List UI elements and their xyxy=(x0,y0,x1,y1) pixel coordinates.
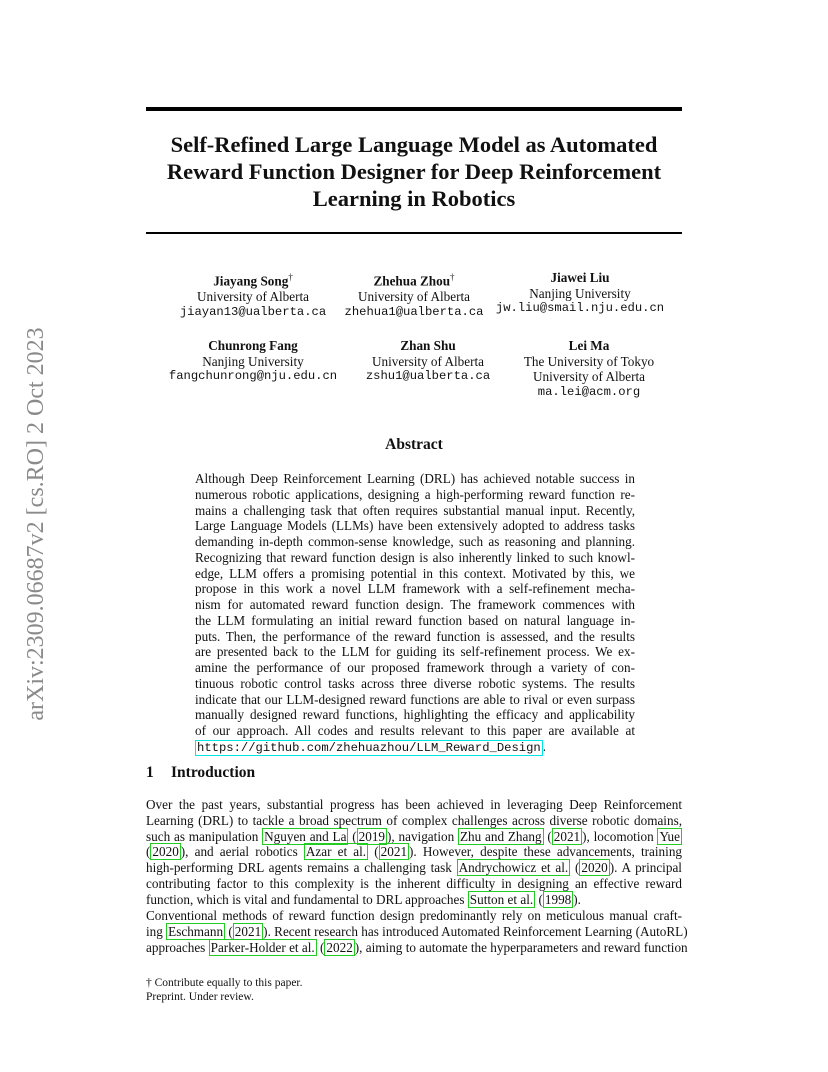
text-run: ). A principal xyxy=(609,860,682,875)
text-run: ( xyxy=(543,828,552,844)
citation-link[interactable]: 2022 xyxy=(326,939,353,955)
author-name: Jiawei Liu xyxy=(550,270,610,285)
abstract-line: indicate that our LLM-designed reward functions are able to rival or even surpass xyxy=(195,691,635,707)
section-number: 1 xyxy=(146,764,154,781)
author-affiliation-secondary: University of Alberta xyxy=(532,369,646,385)
text-run: ( xyxy=(316,939,325,955)
author-name: Zhehua Zhou xyxy=(373,273,451,289)
text-run: such as manipulation xyxy=(146,828,263,844)
paragraph-line xyxy=(146,813,682,829)
text-run: ), locomotion xyxy=(582,828,658,844)
abstract-line: edge, LLM offers a promising potential in this context. Motivated by this, we xyxy=(195,565,635,581)
citation-link[interactable]: Nguyen and La xyxy=(264,828,347,844)
title-line: Reward Function Designer for Deep Reinforcement xyxy=(166,159,662,184)
abstract-body xyxy=(195,471,635,755)
text-run: ( xyxy=(225,923,233,939)
abstract-line: amine the performance of our proposed framework through a variety of con- xyxy=(195,660,635,675)
arxiv-stamp: arXiv:2309.06687v2 [cs.RO] 2 Oct 2023 xyxy=(23,327,49,721)
author-block xyxy=(510,338,668,400)
code-repo-link[interactable]: https://github.com/zhehuazhou/LLM_Reward_Design xyxy=(197,740,541,755)
author-email[interactable]: jw.liu@smail.nju.edu.cn xyxy=(495,301,665,316)
abstract-line: demanding in-depth common-sense knowledge, such as reasoning and planning. xyxy=(195,534,635,549)
citation-link[interactable]: Yue xyxy=(659,828,680,844)
abstract-line: the LLM formulating an initial reward function based on natural language in- xyxy=(195,612,635,628)
author-block xyxy=(481,270,679,317)
author-block xyxy=(351,338,505,385)
title-line: Self-Refined Large Language Model as Automated xyxy=(170,132,658,157)
citation-link[interactable]: 2021 xyxy=(234,923,262,939)
text-run: ( xyxy=(570,860,580,875)
section-title: Introduction xyxy=(171,764,256,781)
abstract-line: Although Deep Reinforcement Learning (DRL) has achieved notable success in xyxy=(195,471,635,486)
title-line: Learning in Robotics xyxy=(312,186,516,211)
author-email[interactable]: zhehua1@ualberta.ca xyxy=(344,304,484,319)
text-run: approaches xyxy=(146,939,209,955)
citation-link[interactable]: 2020 xyxy=(152,844,179,860)
abstract-line: are presented back to the LLM for guiding its self-refinement process. We ex- xyxy=(195,644,635,660)
author-email[interactable]: fangchunrong@nju.edu.cn xyxy=(168,369,338,384)
footnote xyxy=(146,976,303,1004)
text-run: ), and aerial robotics xyxy=(180,844,304,860)
citation-link[interactable]: 1998 xyxy=(544,891,572,907)
citation-link[interactable]: 2020 xyxy=(581,860,608,875)
text-run: high-performing DRL agents remains a challenging task xyxy=(146,860,457,875)
text-run: function, which is vital and fundamental to DRL approaches xyxy=(146,891,468,907)
author-affiliation: Nanjing University xyxy=(529,285,631,301)
text-run: Over the past years, substantial progress has been achieved in leveraging Deep Reinforcement xyxy=(146,797,682,812)
author-block xyxy=(164,270,342,320)
author-name: Lei Ma xyxy=(568,338,610,353)
author-name: Chunrong Fang xyxy=(208,338,298,353)
paragraph-line xyxy=(146,923,688,940)
text-run: Conventional methods of reward function design predominantly rely on meticulous manual craft- xyxy=(146,908,682,923)
link-suffix: . xyxy=(542,738,547,754)
text-run: ( xyxy=(535,891,543,907)
citation-link[interactable]: Eschmann xyxy=(168,923,224,939)
author-email[interactable]: jiayan13@ualberta.ca xyxy=(179,304,327,319)
paragraph-line xyxy=(146,844,682,860)
paragraph-line xyxy=(146,892,682,908)
citation-link[interactable]: Zhu and Zhang xyxy=(459,828,542,844)
abstract-line: Recognizing that reward function design is also inherently linked to such knowl- xyxy=(195,549,635,565)
text-run: ( xyxy=(348,828,357,844)
intro-paragraph-1 xyxy=(146,797,682,907)
text-run: ). However, despite these advancements, training xyxy=(409,844,683,860)
paragraph-line xyxy=(146,797,682,813)
abstract-line: nism for automated reward function design. The framework commences with xyxy=(195,597,635,612)
citation-link[interactable]: Azar et al. xyxy=(305,844,367,860)
author-affiliation: University of Alberta xyxy=(196,288,310,304)
title-bottom-rule xyxy=(146,232,682,234)
text-run: ( xyxy=(146,844,151,860)
author-affiliation: The University of Tokyo xyxy=(523,353,655,369)
abstract-line xyxy=(195,739,635,755)
footnote-contribution: † Contribute equally to this paper. xyxy=(146,977,303,989)
text-run: ), aiming to automate the hyperparameters and reward function xyxy=(354,939,688,955)
abstract-line: of our approach. All codes and results relevant to this paper are available at xyxy=(195,723,635,738)
author-name: Jiayang Song xyxy=(213,273,289,289)
abstract-line: tinuous robotic control tasks across three diverse robotic systems. The results xyxy=(195,675,635,691)
author-name: Zhan Shu xyxy=(400,338,456,353)
title-top-rule xyxy=(146,107,682,111)
citation-link[interactable]: Parker-Holder et al. xyxy=(210,939,315,955)
author-email[interactable]: ma.lei@acm.org xyxy=(537,384,641,399)
text-run: ( xyxy=(368,844,379,860)
author-affiliation: University of Alberta xyxy=(371,353,485,369)
text-run: ), navigation xyxy=(387,828,458,844)
abstract-line: mains a challenging task that often requires substantial manual input. Recently, xyxy=(195,502,635,518)
author-block xyxy=(163,338,343,385)
paragraph-line xyxy=(146,939,688,956)
author-affiliation: Nanjing University xyxy=(202,353,304,369)
citation-link[interactable]: Andrychowicz et al. xyxy=(458,860,569,875)
abstract-line: puts. Then, the performance of the reward function is assessed, and the results xyxy=(195,628,635,644)
paragraph-line xyxy=(146,829,682,845)
citation-link[interactable]: 2019 xyxy=(358,828,386,844)
paragraph-line xyxy=(146,876,682,892)
author-mark: † xyxy=(450,272,455,282)
abstract-line: numerous robotic applications, designing a high-performing reward function re- xyxy=(195,486,635,502)
text-run: ). xyxy=(573,891,581,907)
text-run: ing xyxy=(146,923,167,939)
section-heading xyxy=(146,764,255,782)
abstract-line: manually designed reward functions, highlighting the efficacy and applicability xyxy=(195,707,635,723)
text-run: contributing factor to this complexity is the inherent difficulty in designing an effective reward xyxy=(146,875,682,891)
text-run: Learning (DRL) to tackle a broad spectrum of complex challenges across diverse robotic domains, xyxy=(146,812,682,828)
author-mark: † xyxy=(288,272,293,282)
author-affiliation: University of Alberta xyxy=(357,288,471,304)
author-email[interactable]: zshu1@ualberta.ca xyxy=(365,369,491,384)
text-run: ). Recent research has introduced Automated Reinforcement Learning (AutoRL) xyxy=(263,923,688,939)
footnote-preprint: Preprint. Under review. xyxy=(146,991,254,1003)
citation-link[interactable]: 2021 xyxy=(380,844,408,860)
abstract-line: Large Language Models (LLMs) have been extensively adopted to address tasks xyxy=(195,518,635,534)
abstract-line: propose in this work a novel LLM framework with a self-refinement mecha- xyxy=(195,581,635,597)
intro-paragraph-2 xyxy=(146,908,688,955)
abstract-heading: Abstract xyxy=(385,436,443,453)
paper-title xyxy=(146,131,682,212)
paragraph-line xyxy=(146,860,682,876)
citation-link[interactable]: 2021 xyxy=(553,828,581,844)
paragraph-line xyxy=(146,908,682,924)
citation-link[interactable]: Sutton et al. xyxy=(469,891,534,907)
author-block xyxy=(324,270,504,320)
